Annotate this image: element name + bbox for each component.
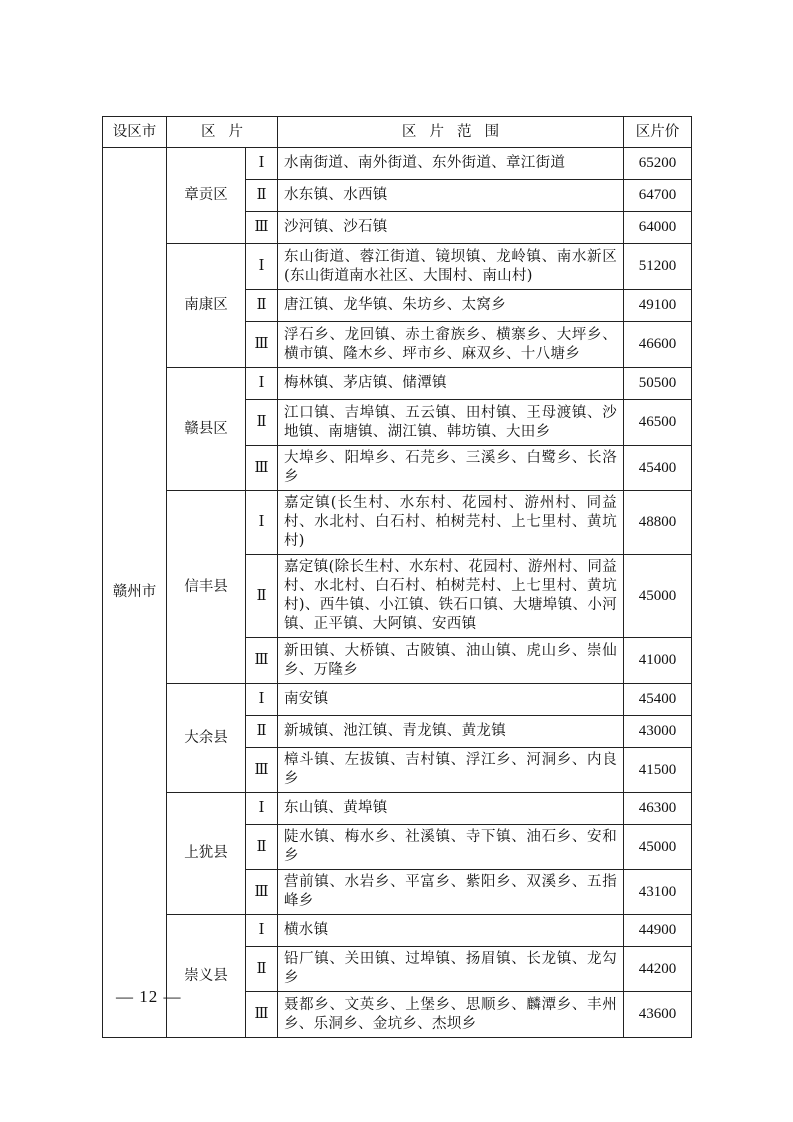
scope-cell: 浮石乡、龙回镇、赤土畲族乡、横寨乡、大坪乡、横市镇、隆木乡、坪市乡、麻双乡、十八塘乡: [278, 322, 624, 368]
table-row: [103, 684, 692, 716]
scope-cell: 嘉定镇(除长生村、水东村、花园村、游州村、同益村、水北村、白石村、柏树芫村、上七里村、黄坑村)、西牛镇、小江镇、铁石口镇、大塘埠镇、小河镇、正平镇、大阿镇、安西镇: [278, 555, 624, 638]
price-cell: 49100: [624, 290, 692, 322]
scope-cell: 新田镇、大桥镇、古陂镇、油山镇、虎山乡、崇仙乡、万隆乡: [278, 638, 624, 684]
header-scope: 区片范围: [278, 117, 624, 148]
price-cell: 41500: [624, 748, 692, 793]
price-cell: 65200: [624, 148, 692, 180]
tier-cell: Ⅲ: [246, 870, 278, 915]
tier-cell: Ⅰ: [246, 684, 278, 716]
district-cell: 南康区: [167, 244, 246, 368]
price-cell: 43000: [624, 716, 692, 748]
table-header-row: [103, 117, 692, 148]
scope-cell: 新城镇、池江镇、青龙镇、黄龙镇: [278, 716, 624, 748]
table-row: [103, 793, 692, 825]
tier-cell: Ⅲ: [246, 322, 278, 368]
header-district: 区片: [167, 117, 278, 148]
price-cell: 43100: [624, 870, 692, 915]
table-row: [103, 244, 692, 290]
header-city: 设区市: [103, 117, 167, 148]
tier-cell: Ⅲ: [246, 446, 278, 491]
tier-cell: Ⅱ: [246, 290, 278, 322]
city-cell: 赣州市: [103, 148, 167, 1038]
scope-cell: 樟斗镇、左拔镇、吉村镇、浮江乡、河洞乡、内良乡: [278, 748, 624, 793]
tier-cell: Ⅱ: [246, 825, 278, 870]
scope-cell: 东山街道、蓉江街道、镜坝镇、龙岭镇、南水新区(东山街道南水社区、大围村、南山村): [278, 244, 624, 290]
price-cell: 45000: [624, 555, 692, 638]
tier-cell: Ⅲ: [246, 748, 278, 793]
table-row: [103, 915, 692, 947]
tier-cell: Ⅱ: [246, 555, 278, 638]
tier-cell: Ⅱ: [246, 947, 278, 992]
price-cell: 44200: [624, 947, 692, 992]
table-row: [103, 368, 692, 400]
price-cell: 43600: [624, 992, 692, 1038]
tier-cell: Ⅲ: [246, 992, 278, 1038]
price-cell: 45000: [624, 825, 692, 870]
tier-cell: Ⅰ: [246, 244, 278, 290]
scope-cell: 陡水镇、梅水乡、社溪镇、寺下镇、油石乡、安和乡: [278, 825, 624, 870]
price-cell: 50500: [624, 368, 692, 400]
district-cell: 赣县区: [167, 368, 246, 491]
tier-cell: Ⅲ: [246, 638, 278, 684]
scope-cell: 聂都乡、文英乡、上堡乡、思顺乡、麟潭乡、丰州乡、乐洞乡、金坑乡、杰坝乡: [278, 992, 624, 1038]
scope-cell: 水南街道、南外街道、东外街道、章江街道: [278, 148, 624, 180]
page-number: — 12 —: [116, 987, 182, 1006]
district-cell: 崇义县: [167, 915, 246, 1038]
tier-cell: Ⅱ: [246, 400, 278, 446]
scope-cell: 横水镇: [278, 915, 624, 947]
header-price: 区片价: [624, 117, 692, 148]
tier-cell: Ⅰ: [246, 793, 278, 825]
scope-cell: 南安镇: [278, 684, 624, 716]
scope-cell: 水东镇、水西镇: [278, 180, 624, 212]
scope-cell: 梅林镇、茅店镇、储潭镇: [278, 368, 624, 400]
price-cell: 48800: [624, 491, 692, 555]
scope-cell: 沙河镇、沙石镇: [278, 212, 624, 244]
price-cell: 46600: [624, 322, 692, 368]
price-cell: 45400: [624, 684, 692, 716]
scope-cell: 东山镇、黄埠镇: [278, 793, 624, 825]
district-cell: 章贡区: [167, 148, 246, 244]
price-cell: 46300: [624, 793, 692, 825]
scope-cell: 江口镇、吉埠镇、五云镇、田村镇、王母渡镇、沙地镇、南塘镇、湖江镇、韩坊镇、大田乡: [278, 400, 624, 446]
tier-cell: Ⅰ: [246, 148, 278, 180]
price-cell: 64000: [624, 212, 692, 244]
price-cell: 45400: [624, 446, 692, 491]
scope-cell: 铅厂镇、关田镇、过埠镇、扬眉镇、长龙镇、龙勾乡: [278, 947, 624, 992]
price-cell: 41000: [624, 638, 692, 684]
tier-cell: Ⅰ: [246, 491, 278, 555]
scope-cell: 营前镇、水岩乡、平富乡、紫阳乡、双溪乡、五指峰乡: [278, 870, 624, 915]
scope-cell: 大埠乡、阳埠乡、石芫乡、三溪乡、白鹭乡、长洛乡: [278, 446, 624, 491]
scope-cell: 唐江镇、龙华镇、朱坊乡、太窝乡: [278, 290, 624, 322]
tier-cell: Ⅰ: [246, 915, 278, 947]
price-cell: 64700: [624, 180, 692, 212]
table-body: [103, 148, 692, 1038]
land-price-table: [102, 116, 692, 1038]
tier-cell: Ⅱ: [246, 180, 278, 212]
table-row: [103, 148, 692, 180]
price-cell: 46500: [624, 400, 692, 446]
scope-cell: 嘉定镇(长生村、水东村、花园村、游州村、同益村、水北村、白石村、柏树芫村、上七里村、黄坑村): [278, 491, 624, 555]
district-cell: 上犹县: [167, 793, 246, 915]
district-cell: 信丰县: [167, 491, 246, 684]
price-cell: 51200: [624, 244, 692, 290]
tier-cell: Ⅰ: [246, 368, 278, 400]
price-cell: 44900: [624, 915, 692, 947]
tier-cell: Ⅲ: [246, 212, 278, 244]
table-row: [103, 491, 692, 555]
tier-cell: Ⅱ: [246, 716, 278, 748]
district-cell: 大余县: [167, 684, 246, 793]
